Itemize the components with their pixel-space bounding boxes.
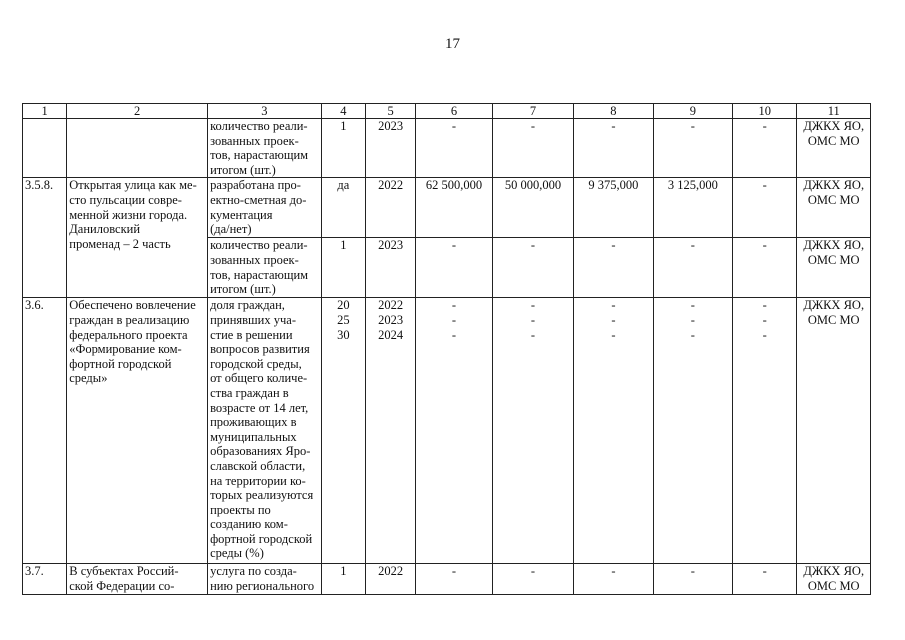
indicator-value: да bbox=[321, 178, 365, 238]
executor: ДЖКХ ЯО, ОМС МО bbox=[797, 178, 871, 238]
indicator-value: 1 bbox=[321, 564, 365, 594]
amount-federal: 50 000,000 bbox=[492, 178, 573, 238]
col-header: 3 bbox=[208, 104, 322, 119]
year: 2022 2023 2024 bbox=[365, 298, 415, 564]
indicator-text: количество реали- зованных проек- тов, нарастающим итогом (шт.) bbox=[208, 119, 322, 178]
program-table bbox=[22, 103, 871, 595]
amount-regional: - bbox=[574, 564, 653, 594]
indicator-text: доля граждан, принявших уча- стие в решении вопросов развития городской среды, от общего количе- ства граждан в возрасте от 14 лет, проживающих в муниципальных образованиях Яро- славской области, на территории ко- торых реализуются проекты по созданию ком- фортной городской среды (%) bbox=[208, 298, 322, 564]
event-name: Открытая улица как ме- сто пульсации совре- менной жизни города. Даниловский променад – 2 часть bbox=[67, 178, 208, 298]
year: 2023 bbox=[365, 238, 415, 298]
row-number bbox=[23, 119, 67, 178]
amount-local: 3 125,000 bbox=[653, 178, 732, 238]
page-number: 17 bbox=[445, 36, 460, 52]
executor: ДЖКХ ЯО, ОМС МО bbox=[797, 298, 871, 564]
year: 2022 bbox=[365, 178, 415, 238]
amount-regional: 9 375,000 bbox=[574, 178, 653, 238]
col-header: 9 bbox=[653, 104, 732, 119]
amount-total: 62 500,000 bbox=[416, 178, 492, 238]
row-number: 3.7. bbox=[23, 564, 67, 594]
executor: ДЖКХ ЯО, ОМС МО bbox=[797, 564, 871, 594]
col-header: 10 bbox=[733, 104, 797, 119]
col-header: 5 bbox=[365, 104, 415, 119]
col-header: 7 bbox=[492, 104, 573, 119]
indicator-value: 1 bbox=[321, 119, 365, 178]
amount-regional: - - - bbox=[574, 298, 653, 564]
year: 2022 bbox=[365, 564, 415, 594]
table-row bbox=[23, 178, 871, 238]
amount-total: - bbox=[416, 238, 492, 298]
amount-total: - bbox=[416, 564, 492, 594]
event-name bbox=[67, 119, 208, 178]
col-header: 1 bbox=[23, 104, 67, 119]
executor: ДЖКХ ЯО, ОМС МО bbox=[797, 238, 871, 298]
row-number: 3.6. bbox=[23, 298, 67, 564]
amount-local: - bbox=[653, 564, 732, 594]
col-header: 2 bbox=[67, 104, 208, 119]
indicator-text: количество реали- зованных проек- тов, нарастающим итогом (шт.) bbox=[208, 238, 322, 298]
indicator-value: 20 25 30 bbox=[321, 298, 365, 564]
amount-regional: - bbox=[574, 119, 653, 178]
table-row bbox=[23, 119, 871, 178]
indicator-value: 1 bbox=[321, 238, 365, 298]
amount-federal: - - - bbox=[492, 298, 573, 564]
col-header: 4 bbox=[321, 104, 365, 119]
amount-other: - bbox=[733, 119, 797, 178]
table-row bbox=[23, 298, 871, 564]
col-header: 8 bbox=[574, 104, 653, 119]
table-row bbox=[23, 564, 871, 594]
amount-other: - - - bbox=[733, 298, 797, 564]
amount-other: - bbox=[733, 178, 797, 238]
indicator-text: услуга по созда- нию регионального bbox=[208, 564, 322, 594]
amount-regional: - bbox=[574, 238, 653, 298]
event-name: Обеспечено вовлечение граждан в реализацию федерального проекта «Формирование ком- фортной городской среды» bbox=[67, 298, 208, 564]
amount-other: - bbox=[733, 238, 797, 298]
row-number: 3.5.8. bbox=[23, 178, 67, 298]
executor: ДЖКХ ЯО, ОМС МО bbox=[797, 119, 871, 178]
amount-other: - bbox=[733, 564, 797, 594]
amount-local: - bbox=[653, 119, 732, 178]
amount-federal: - bbox=[492, 564, 573, 594]
amount-local: - bbox=[653, 238, 732, 298]
col-header: 6 bbox=[416, 104, 492, 119]
amount-total: - bbox=[416, 119, 492, 178]
year: 2023 bbox=[365, 119, 415, 178]
event-name: В субъектах Россий- ской Федерации со- bbox=[67, 564, 208, 594]
indicator-text: разработана про- ектно-сметная до- кументация (да/нет) bbox=[208, 178, 322, 238]
amount-local: - - - bbox=[653, 298, 732, 564]
amount-federal: - bbox=[492, 119, 573, 178]
column-number-row bbox=[23, 104, 871, 119]
amount-federal: - bbox=[492, 238, 573, 298]
col-header: 11 bbox=[797, 104, 871, 119]
amount-total: - - - bbox=[416, 298, 492, 564]
